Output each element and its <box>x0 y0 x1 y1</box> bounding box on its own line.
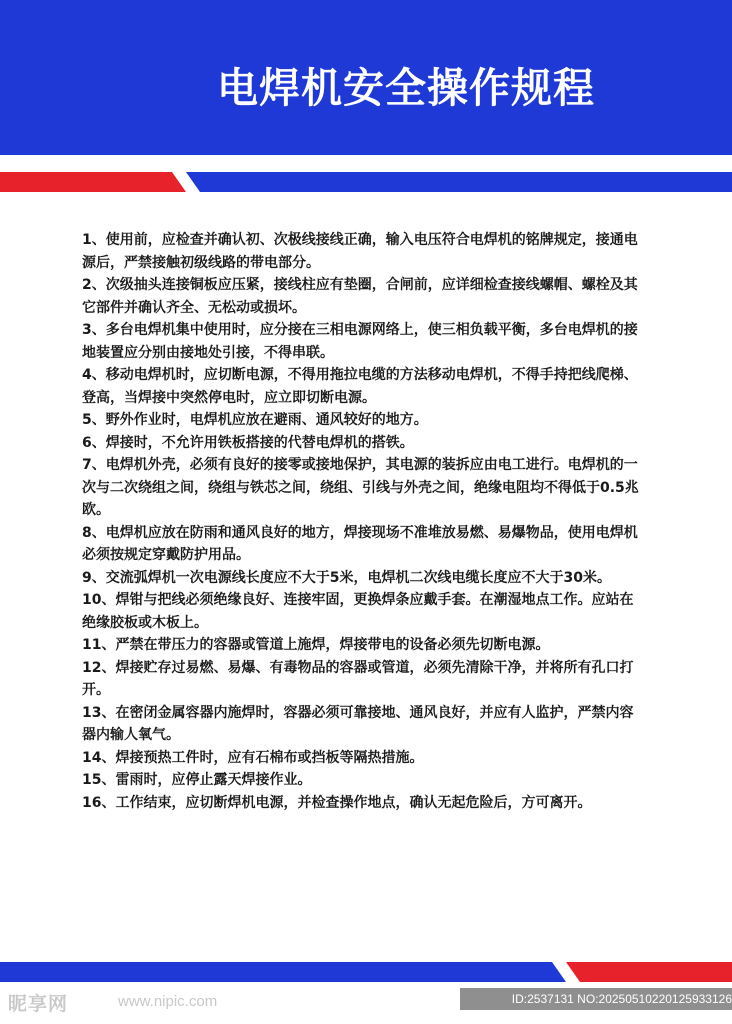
top-blue-stripe <box>186 172 732 192</box>
rule-item: 6、焊接时，不允许用铁板搭接的代替电焊机的搭铁。 <box>82 434 414 451</box>
page-title: 电焊机安全操作规程 <box>217 64 595 112</box>
watermark-url: www.nipic.com <box>118 993 218 1010</box>
rule-item: 4、移动电焊机时，应切断电源，不得用拖拉电缆的方法移动电焊机，不得手持把线爬梯、登高，当焊接中突然停电时，应立即切断电源。 <box>82 367 638 406</box>
rule-item: 8、电焊机应放在防雨和通风良好的地方，焊接现场不准堆放易燃、易爆物品，使用电焊机必须按规定穿戴防护用品。 <box>82 524 638 563</box>
image-id-label: ID:2537131 NO:20250510220125933126 <box>460 988 732 1010</box>
top-red-stripe <box>0 172 186 192</box>
rule-item: 1、使用前，应检查并确认初、次极线接线正确，输入电压符合电焊机的铭牌规定，接通电源后，严禁接触初级线路的带电部分。 <box>82 232 638 271</box>
rules-list <box>82 229 642 814</box>
rule-item: 2、次级抽头连接铜板应压紧，接线柱应有垫圈，合闸前，应详细检查接线螺帽、螺栓及其它部件并确认齐全、无松动或损坏。 <box>82 277 638 316</box>
rule-item: 14、焊接预热工件时，应有石棉布或挡板等隔热措施。 <box>82 749 424 766</box>
rule-item: 5、野外作业时，电焊机应放在避雨、通风较好的地方。 <box>82 412 428 428</box>
rule-item: 11、严禁在带压力的容器或管道上施焊，焊接带电的设备必须先切断电源。 <box>82 637 550 653</box>
rule-item: 9、交流弧焊机一次电源线长度应不大于5米，电焊机二次线电缆长度应不大于30米。 <box>82 569 611 586</box>
rule-item: 7、电焊机外壳，必须有良好的接零或接地保护，其电源的装拆应由电工进行。电焊机的一次与二次绕组之间，绕组与铁芯之间，绕组、引线与外壳之间，绝缘电阻均不得低于0.5兆欧。 <box>82 457 639 518</box>
watermark-logo: 昵享网 <box>8 993 69 1015</box>
bottom-blue-stripe <box>0 962 566 982</box>
rule-item: 15、雷雨时，应停止露天焊接作业。 <box>82 772 312 788</box>
rule-item: 10、焊钳与把线必须绝缘良好、连接牢固，更换焊条应戴手套。在潮湿地点工作。应站在绝缘胶板或木板上。 <box>82 592 634 631</box>
bottom-stripe-divider <box>0 962 732 982</box>
top-stripe-divider <box>0 172 732 192</box>
rule-item: 3、多台电焊机集中使用时，应分接在三相电源网络上，使三相负载平衡，多台电焊机的接地装置应分别由接地处引接，不得串联。 <box>82 322 638 361</box>
bottom-red-stripe <box>566 962 732 982</box>
rule-item: 16、工作结束，应切断焊机电源，并检查操作地点，确认无起危险后，方可离开。 <box>82 794 592 811</box>
rule-item: 13、在密闭金属容器内施焊时，容器必须可靠接地、通风良好，并应有人监护，严禁内容器内输人氧气。 <box>82 704 634 743</box>
rule-item: 12、焊接贮存过易燃、易爆、有毒物品的容器或管道，必须先清除干净，并将所有孔口打开。 <box>82 659 634 698</box>
